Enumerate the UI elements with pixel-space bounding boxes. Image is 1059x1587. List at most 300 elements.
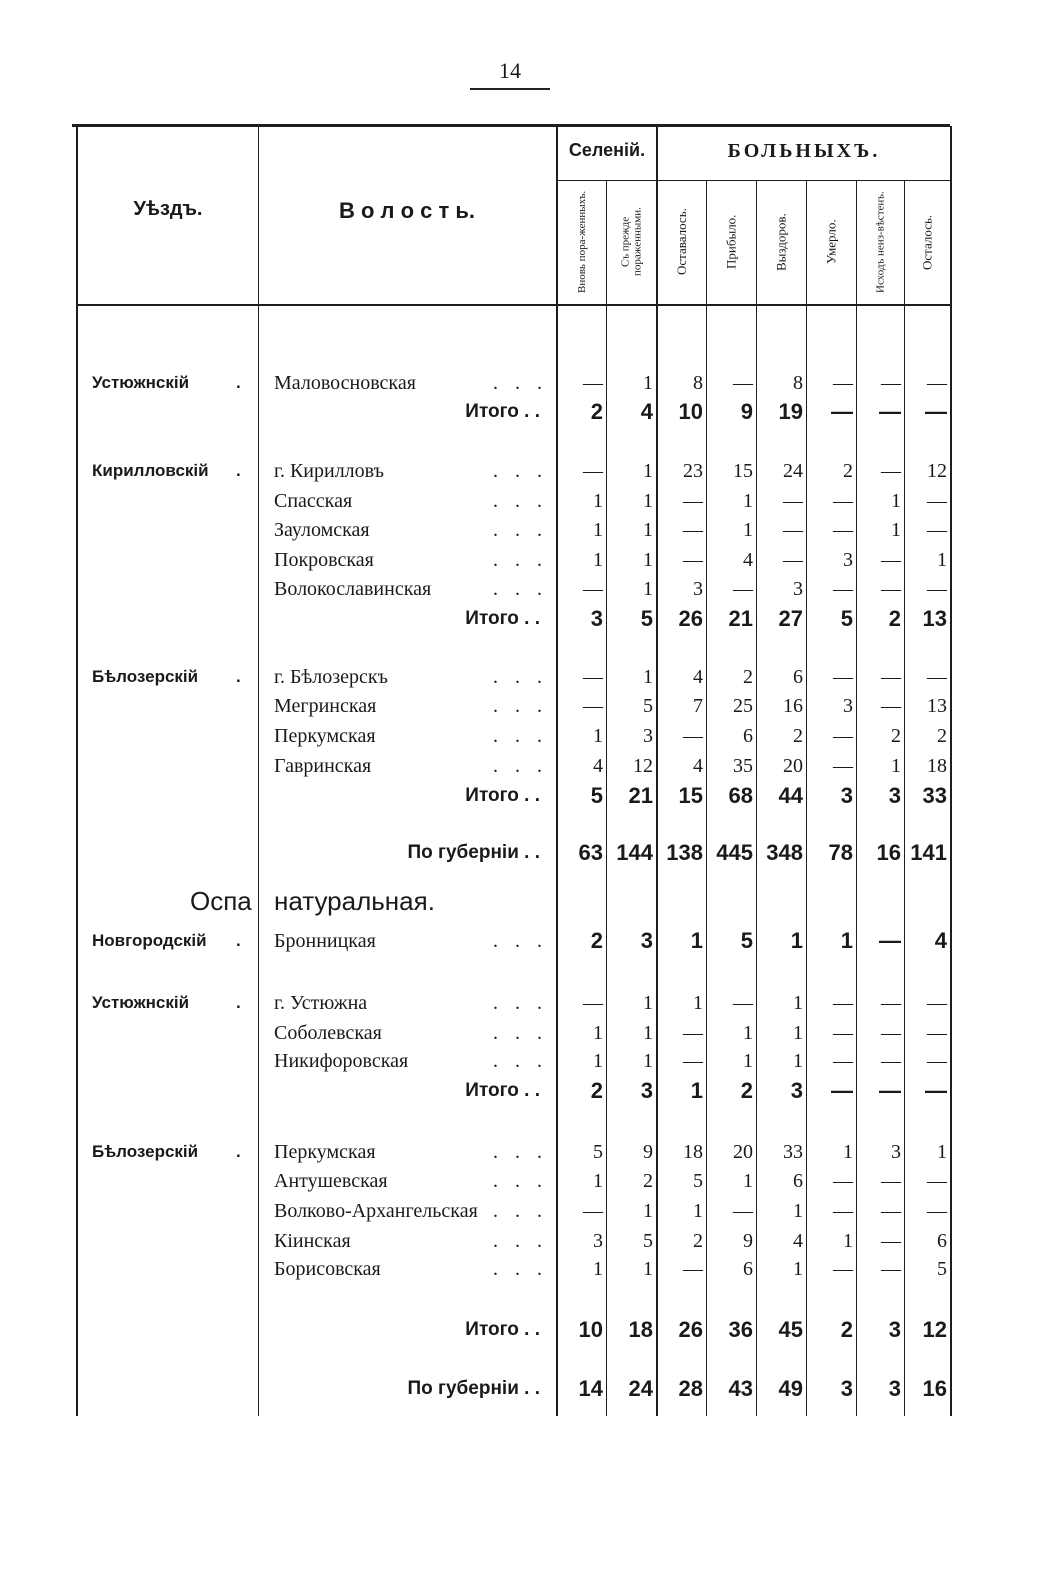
volost-leader-dots: . . . <box>493 1230 548 1252</box>
value-cell: 1 <box>743 490 753 512</box>
table-row <box>0 1166 1059 1196</box>
value-cell: 26 <box>678 606 703 631</box>
value-cell: 138 <box>666 840 703 865</box>
table-row <box>0 721 1059 751</box>
value-cell: 1 <box>643 519 653 541</box>
value-cell: — <box>833 725 853 747</box>
value-cell: 33 <box>783 1141 803 1163</box>
table-row <box>0 662 1059 692</box>
value-cell: 1 <box>793 1200 803 1222</box>
value-cell: 3 <box>888 1376 901 1401</box>
value-cell: 21 <box>628 783 653 808</box>
value-cell: 3 <box>843 695 853 717</box>
volost-name: Покровская <box>274 549 374 571</box>
value-cell: 1 <box>593 1170 603 1192</box>
value-cell: 1 <box>793 1258 803 1280</box>
value-cell: — <box>583 372 603 394</box>
value-cell: — <box>927 372 947 394</box>
value-cell: — <box>927 578 947 600</box>
value-cell: 1 <box>891 519 901 541</box>
value-cell: — <box>833 1022 853 1044</box>
value-cell: 1 <box>743 519 753 541</box>
total-label: По губерніи . . <box>407 842 540 863</box>
value-cell: 1 <box>743 1050 753 1072</box>
value-cell: 3 <box>790 1078 803 1103</box>
value-cell: — <box>833 1200 853 1222</box>
value-cell: 2 <box>743 666 753 688</box>
value-cell: — <box>881 1200 901 1222</box>
value-cell: 2 <box>643 1170 653 1192</box>
volost-name: Борисовская <box>274 1258 381 1280</box>
volost-leader-dots: . . . <box>493 578 548 600</box>
volost-leader-dots: . . . <box>493 549 548 571</box>
group-header-rule <box>558 180 950 181</box>
value-cell: — <box>925 1078 947 1103</box>
value-cell: 1 <box>643 578 653 600</box>
value-cell: — <box>881 695 901 717</box>
value-cell: — <box>927 992 947 1014</box>
volost-leader-dots: . . . <box>493 519 548 541</box>
value-cell: 4 <box>934 928 947 953</box>
value-cell: 141 <box>910 840 947 865</box>
table-row <box>0 751 1059 781</box>
value-cell: 2 <box>891 725 901 747</box>
value-cell: 24 <box>628 1376 653 1401</box>
value-cell: 1 <box>793 1050 803 1072</box>
value-cell: — <box>879 928 901 953</box>
table-row <box>0 368 1059 398</box>
value-cell: 3 <box>693 578 703 600</box>
value-cell: 1 <box>891 490 901 512</box>
value-cell: 13 <box>927 695 947 717</box>
value-cell: 9 <box>743 1230 753 1252</box>
volost-name: Соболевская <box>274 1022 382 1044</box>
value-cell: 28 <box>678 1376 703 1401</box>
total-row <box>0 1076 1059 1106</box>
value-cell: 3 <box>888 1317 901 1342</box>
value-cell: — <box>833 519 853 541</box>
value-cell: 9 <box>643 1141 653 1163</box>
value-cell: 1 <box>790 928 803 953</box>
value-cell: 49 <box>778 1376 803 1401</box>
value-cell: 26 <box>678 1317 703 1342</box>
value-cell: — <box>881 1258 901 1280</box>
value-cell: 6 <box>937 1230 947 1252</box>
value-cell: 3 <box>843 549 853 571</box>
header-col-s-prezhde: Съ прежде пораженными. <box>619 207 644 277</box>
value-cell: 12 <box>922 1317 947 1342</box>
value-cell: 16 <box>783 695 803 717</box>
value-cell: — <box>925 399 947 424</box>
volost-name: г. Бѣлозерскъ <box>274 666 388 688</box>
value-cell: — <box>683 1258 703 1280</box>
volost-name: Мегринская <box>274 695 377 717</box>
value-cell: — <box>583 666 603 688</box>
value-cell: — <box>733 372 753 394</box>
value-cell: 1 <box>643 490 653 512</box>
value-cell: 23 <box>683 460 703 482</box>
value-cell: — <box>881 578 901 600</box>
value-cell: — <box>683 725 703 747</box>
value-cell: — <box>833 1170 853 1192</box>
value-cell: — <box>927 1050 947 1072</box>
value-cell: — <box>583 1200 603 1222</box>
total-row <box>0 1315 1059 1345</box>
total-row <box>0 781 1059 811</box>
value-cell: 20 <box>733 1141 753 1163</box>
value-cell: 1 <box>743 1022 753 1044</box>
value-cell: 20 <box>783 755 803 777</box>
value-cell: 3 <box>640 928 653 953</box>
value-cell: 1 <box>643 992 653 1014</box>
value-cell: — <box>733 992 753 1014</box>
volost-name: Спасская <box>274 490 353 512</box>
value-cell: 3 <box>888 783 901 808</box>
volost-name: Зауломская <box>274 519 370 541</box>
table-row <box>0 1226 1059 1256</box>
value-cell: 10 <box>678 399 703 424</box>
table-row <box>0 1254 1059 1284</box>
value-cell: 1 <box>593 1258 603 1280</box>
value-cell: 4 <box>593 755 603 777</box>
value-cell: — <box>583 992 603 1014</box>
table-row <box>0 456 1059 486</box>
value-cell: 1 <box>643 1200 653 1222</box>
value-cell: 21 <box>728 606 753 631</box>
volost-leader-dots: . . . <box>493 1022 548 1044</box>
value-cell: 36 <box>728 1317 753 1342</box>
value-cell: 1 <box>793 992 803 1014</box>
value-cell: 7 <box>693 695 703 717</box>
volost-leader-dots: . . . <box>493 725 548 747</box>
total-row <box>0 838 1059 868</box>
value-cell: — <box>683 549 703 571</box>
value-cell: 4 <box>693 755 703 777</box>
value-cell: — <box>831 399 853 424</box>
table-row <box>0 1018 1059 1048</box>
value-cell: — <box>927 666 947 688</box>
value-cell: 3 <box>793 578 803 600</box>
header-col-umerlo: Умерло. <box>823 219 839 265</box>
table-row <box>0 574 1059 604</box>
value-cell: 2 <box>590 1078 603 1103</box>
value-cell: — <box>733 578 753 600</box>
value-cell: 5 <box>593 1141 603 1163</box>
value-cell: 1 <box>937 549 947 571</box>
value-cell: — <box>927 1200 947 1222</box>
value-cell: — <box>783 490 803 512</box>
value-cell: 1 <box>593 490 603 512</box>
value-cell: 44 <box>778 783 803 808</box>
value-cell: 25 <box>733 695 753 717</box>
value-cell: — <box>879 1078 901 1103</box>
value-cell: 1 <box>690 928 703 953</box>
value-cell: — <box>583 460 603 482</box>
volost-leader-dots: . . . <box>493 1258 548 1280</box>
value-cell: 1 <box>643 372 653 394</box>
volost-name: Перкумская <box>274 1141 376 1163</box>
value-cell: 15 <box>678 783 703 808</box>
district-name: Бѣлозерскій <box>92 667 199 686</box>
value-cell: — <box>881 1050 901 1072</box>
district-name: Кирилловскій <box>92 461 209 480</box>
value-cell: 1 <box>593 1022 603 1044</box>
value-cell: 3 <box>593 1230 603 1252</box>
volost-name: Антушевская <box>274 1170 388 1192</box>
value-cell: 18 <box>628 1317 653 1342</box>
district-leader-dot: . <box>236 461 241 480</box>
value-cell: 2 <box>937 725 947 747</box>
value-cell: 5 <box>740 928 753 953</box>
value-cell: 3 <box>640 1078 653 1103</box>
value-cell: 1 <box>843 1141 853 1163</box>
value-cell: 3 <box>840 1376 853 1401</box>
value-cell: 1 <box>643 1050 653 1072</box>
table-row <box>0 1046 1059 1076</box>
value-cell: 445 <box>716 840 753 865</box>
table-row <box>0 988 1059 1018</box>
volost-name: Кіинская <box>274 1230 351 1252</box>
volost-name: г. Кирилловъ <box>274 460 384 482</box>
value-cell: 144 <box>616 840 653 865</box>
table-row <box>0 515 1059 545</box>
value-cell: 68 <box>728 783 753 808</box>
value-cell: — <box>881 1170 901 1192</box>
table-top-rule <box>72 124 950 127</box>
value-cell: 2 <box>590 928 603 953</box>
header-bottom-rule <box>78 304 950 306</box>
volost-leader-dots: . . . <box>493 372 548 394</box>
header-col-pribylo: Прибыло. <box>723 214 739 270</box>
volost-leader-dots: . . . <box>493 490 548 512</box>
value-cell: — <box>881 666 901 688</box>
value-cell: — <box>833 992 853 1014</box>
value-cell: 4 <box>640 399 653 424</box>
table-row <box>0 691 1059 721</box>
value-cell: — <box>833 1050 853 1072</box>
value-cell: 6 <box>743 725 753 747</box>
value-cell: — <box>831 1078 853 1103</box>
value-cell: 1 <box>843 1230 853 1252</box>
header-seleniy: Селеній. <box>568 140 646 160</box>
value-cell: 2 <box>843 460 853 482</box>
volost-leader-dots: . . . <box>493 1141 548 1163</box>
volost-name: Маловосновская <box>274 372 416 394</box>
total-label: Итого . . <box>465 785 540 806</box>
header-col-vnov: Вновь пора-женныхъ. <box>576 190 588 294</box>
value-cell: 18 <box>927 755 947 777</box>
value-cell: 2 <box>693 1230 703 1252</box>
value-cell: 10 <box>578 1317 603 1342</box>
volost-leader-dots: . . . <box>493 666 548 688</box>
district-name: Новгородскій <box>92 931 207 950</box>
district-leader-dot: . <box>236 1142 241 1161</box>
header-col-vyzdorov: Выздоров. <box>773 213 789 271</box>
value-cell: 1 <box>743 1170 753 1192</box>
district-leader-dot: . <box>236 993 241 1012</box>
value-cell: 1 <box>593 1050 603 1072</box>
value-cell: 5 <box>693 1170 703 1192</box>
district-leader-dot: . <box>236 931 241 950</box>
volost-leader-dots: . . . <box>493 992 548 1014</box>
header-volost: В о л о с т ь. <box>338 198 476 223</box>
volost-name: Волково-Архангельская <box>274 1200 478 1222</box>
value-cell: — <box>683 1022 703 1044</box>
value-cell: 1 <box>593 519 603 541</box>
value-cell: 2 <box>888 606 901 631</box>
value-cell: 27 <box>778 606 803 631</box>
value-cell: 5 <box>643 1230 653 1252</box>
section-title-naturalnaya: натуральная. <box>268 886 441 917</box>
header-col-ostavalos: Оставалось. <box>674 208 689 276</box>
value-cell: — <box>833 755 853 777</box>
volost-leader-dots: . . . <box>493 460 548 482</box>
volost-name: Гавринская <box>274 755 372 777</box>
volost-leader-dots: . . . <box>493 695 548 717</box>
volost-name: Волокославинская <box>274 578 432 600</box>
volost-leader-dots: . . . <box>493 1200 548 1222</box>
value-cell: 1 <box>593 725 603 747</box>
value-cell: — <box>583 695 603 717</box>
value-cell: — <box>783 549 803 571</box>
value-cell: — <box>927 1022 947 1044</box>
value-cell: — <box>879 399 901 424</box>
volost-name: Бронницкая <box>274 930 376 952</box>
value-cell: — <box>881 1022 901 1044</box>
value-cell: 5 <box>840 606 853 631</box>
value-cell: 6 <box>793 666 803 688</box>
value-cell: — <box>733 1200 753 1222</box>
value-cell: — <box>833 1258 853 1280</box>
value-cell: — <box>833 372 853 394</box>
value-cell: — <box>833 578 853 600</box>
volost-leader-dots: . . . <box>493 1170 548 1192</box>
volost-leader-dots: . . . <box>493 930 548 952</box>
value-cell: 12 <box>633 755 653 777</box>
value-cell: 14 <box>578 1376 603 1401</box>
value-cell: — <box>833 666 853 688</box>
value-cell: 1 <box>793 1022 803 1044</box>
value-cell: 5 <box>937 1258 947 1280</box>
value-cell: — <box>927 1170 947 1192</box>
value-cell: 24 <box>783 460 803 482</box>
value-cell: 1 <box>593 549 603 571</box>
value-cell: — <box>833 490 853 512</box>
district-leader-dot: . <box>236 373 241 392</box>
value-cell: 43 <box>728 1376 753 1401</box>
value-cell: 13 <box>922 606 947 631</box>
district-name: Устюжнскій <box>92 993 190 1012</box>
value-cell: 1 <box>840 928 853 953</box>
volost-name: Никифоровская <box>274 1050 409 1072</box>
table-row <box>0 1196 1059 1226</box>
value-cell: 348 <box>766 840 803 865</box>
value-cell: 35 <box>733 755 753 777</box>
value-cell: — <box>881 549 901 571</box>
district-name: Устюжнскій <box>92 373 190 392</box>
district-name: Бѣлозерскій <box>92 1142 199 1161</box>
value-cell: 1 <box>937 1141 947 1163</box>
volost-name: Перкумская <box>274 725 376 747</box>
volost-leader-dots: . . . <box>493 755 548 777</box>
value-cell: 2 <box>590 399 603 424</box>
value-cell: 4 <box>693 666 703 688</box>
value-cell: — <box>683 519 703 541</box>
value-cell: 8 <box>793 372 803 394</box>
value-cell: 63 <box>578 840 603 865</box>
value-cell: — <box>683 1050 703 1072</box>
value-cell: — <box>881 992 901 1014</box>
value-cell: 3 <box>840 783 853 808</box>
value-cell: 1 <box>643 1258 653 1280</box>
value-cell: 6 <box>793 1170 803 1192</box>
value-cell: 1 <box>643 549 653 571</box>
value-cell: 1 <box>693 992 703 1014</box>
total-label: Итого . . <box>465 1080 540 1101</box>
volost-name: г. Устюжна <box>274 992 368 1014</box>
total-row <box>0 604 1059 634</box>
volost-leader-dots: . . . <box>493 1050 548 1072</box>
total-label: Итого . . <box>465 1319 540 1340</box>
value-cell: 18 <box>683 1141 703 1163</box>
value-cell: 1 <box>643 460 653 482</box>
value-cell: — <box>683 490 703 512</box>
total-label: По губерніи . . <box>407 1378 540 1399</box>
value-cell: 3 <box>590 606 603 631</box>
value-cell: 1 <box>693 1200 703 1222</box>
value-cell: 4 <box>743 549 753 571</box>
value-cell: 33 <box>922 783 947 808</box>
value-cell: 5 <box>643 695 653 717</box>
value-cell: — <box>881 460 901 482</box>
value-cell: 15 <box>733 460 753 482</box>
value-cell: 1 <box>891 755 901 777</box>
value-cell: 16 <box>922 1376 947 1401</box>
value-cell: 8 <box>693 372 703 394</box>
header-col-ostalos: Осталось. <box>919 214 935 270</box>
value-cell: 19 <box>778 399 803 424</box>
value-cell: — <box>927 490 947 512</box>
value-cell: 12 <box>927 460 947 482</box>
value-cell: 78 <box>828 840 853 865</box>
value-cell: 1 <box>643 1022 653 1044</box>
total-label: Итого . . <box>465 401 540 422</box>
value-cell: 4 <box>793 1230 803 1252</box>
value-cell: 6 <box>743 1258 753 1280</box>
total-label: Итого . . <box>465 608 540 629</box>
value-cell: 9 <box>740 399 753 424</box>
header-uezd: Уѣздъ. <box>133 198 203 220</box>
total-row <box>0 397 1059 427</box>
value-cell: 5 <box>590 783 603 808</box>
table-row <box>0 486 1059 516</box>
table-row <box>0 926 1059 956</box>
value-cell: — <box>881 372 901 394</box>
table-row <box>0 545 1059 575</box>
value-cell: 45 <box>778 1317 803 1342</box>
header-bolnykh: БОЛЬНЫХЪ. <box>727 140 881 162</box>
value-cell: — <box>783 519 803 541</box>
value-cell: 2 <box>740 1078 753 1103</box>
value-cell: 1 <box>643 666 653 688</box>
value-cell: 1 <box>690 1078 703 1103</box>
value-cell: — <box>881 1230 901 1252</box>
value-cell: — <box>583 578 603 600</box>
value-cell: 3 <box>643 725 653 747</box>
value-cell: 16 <box>876 840 901 865</box>
section-title-ospa: Оспа <box>184 886 258 917</box>
total-row <box>0 1374 1059 1404</box>
